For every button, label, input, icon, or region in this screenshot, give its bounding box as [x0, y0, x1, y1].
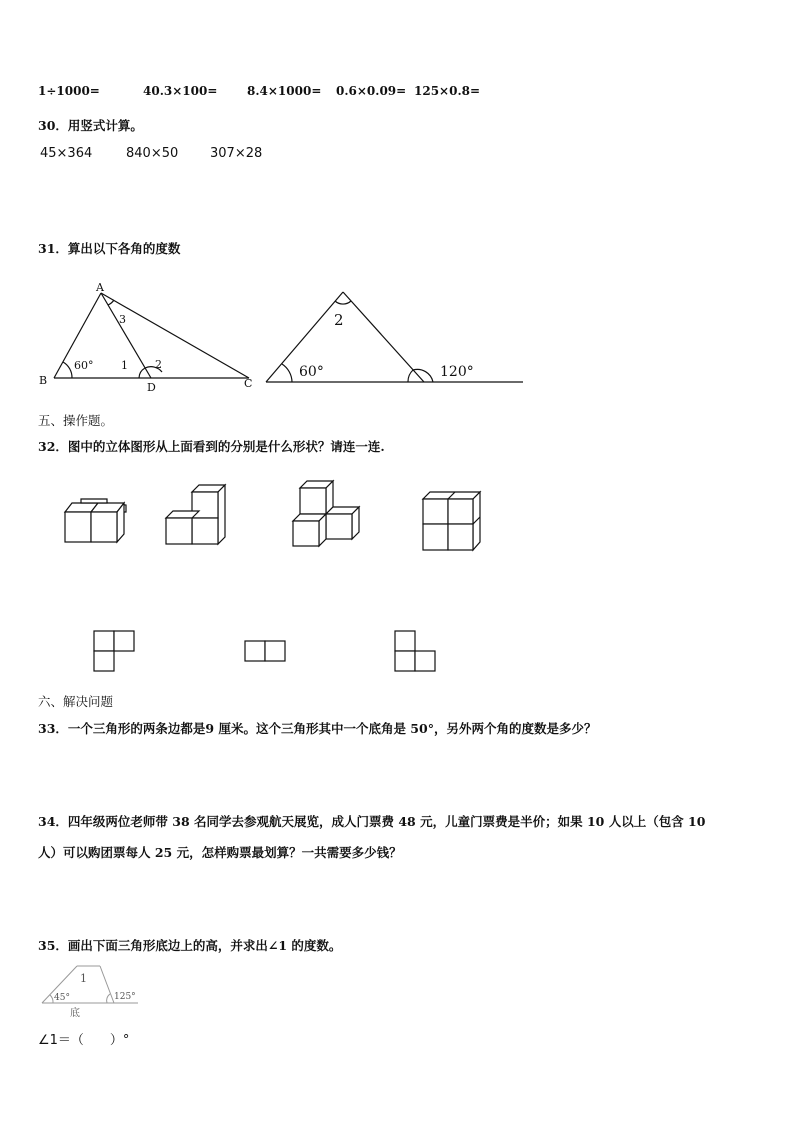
label-b: B	[39, 374, 48, 387]
calc-item-5: 125×0.8=	[414, 84, 481, 98]
label-base: 底	[70, 1008, 80, 1019]
calc-item-4: 0.6×0.09=	[336, 84, 407, 98]
q30-expr-2: 840×50	[126, 146, 179, 161]
label-angle-120: 120°	[440, 364, 474, 380]
label-angle-2: 2	[155, 358, 162, 371]
q30-expr-3: 307×28	[210, 146, 263, 161]
q35-answer-blank[interactable]: ∠1＝（ ）°	[38, 1033, 130, 1048]
calc-item-1: 1÷1000=	[38, 84, 100, 98]
calc-item-3: 8.4×1000=	[247, 84, 322, 98]
q34-line-1: 34．四年级两位老师带 38 名同学去参观航天展览，成人门票费 48 元，儿童门票费是半价；如果 10 人以上（包含 10	[38, 814, 706, 829]
label-angle-45: 45°	[54, 993, 70, 1003]
label-d: D	[147, 381, 156, 394]
q34-line-2: 人）可以购团票每人 25 元，怎样购票最划算？一共需要多少钱？	[38, 845, 402, 860]
section-six-heading: 六、解决问题	[38, 694, 114, 709]
label-angle-b: 60°	[74, 359, 94, 372]
label-angle-1: 1	[121, 359, 128, 372]
label-angle-125: 125°	[114, 992, 136, 1002]
q35-title: 35．画出下面三角形底边上的高，并求出∠1 的度数。	[38, 938, 342, 953]
q30-expr-1: 45×364	[40, 146, 93, 161]
q32-title: 32．图中的立体图形从上面看到的分别是什么形状？请连一连.	[38, 439, 385, 454]
label-a: A	[96, 281, 104, 294]
label-angle-3: 3	[119, 313, 126, 326]
q30-title: 30．用竖式计算。	[38, 118, 143, 133]
q33-text: 33．一个三角形的两条边都是9 厘米。这个三角形其中一个底角是 50°，另外两个角的度数是多少？	[38, 721, 597, 736]
calc-item-2: 40.3×100=	[143, 84, 218, 98]
label-angle-1: 1	[80, 972, 87, 985]
label-c: C	[244, 377, 253, 390]
label-angle-60: 60°	[299, 364, 324, 380]
q31-title: 31．算出以下各角的度数	[38, 241, 181, 256]
section-five-heading: 五、操作题。	[38, 413, 114, 428]
label-angle-2: 2	[334, 311, 344, 329]
